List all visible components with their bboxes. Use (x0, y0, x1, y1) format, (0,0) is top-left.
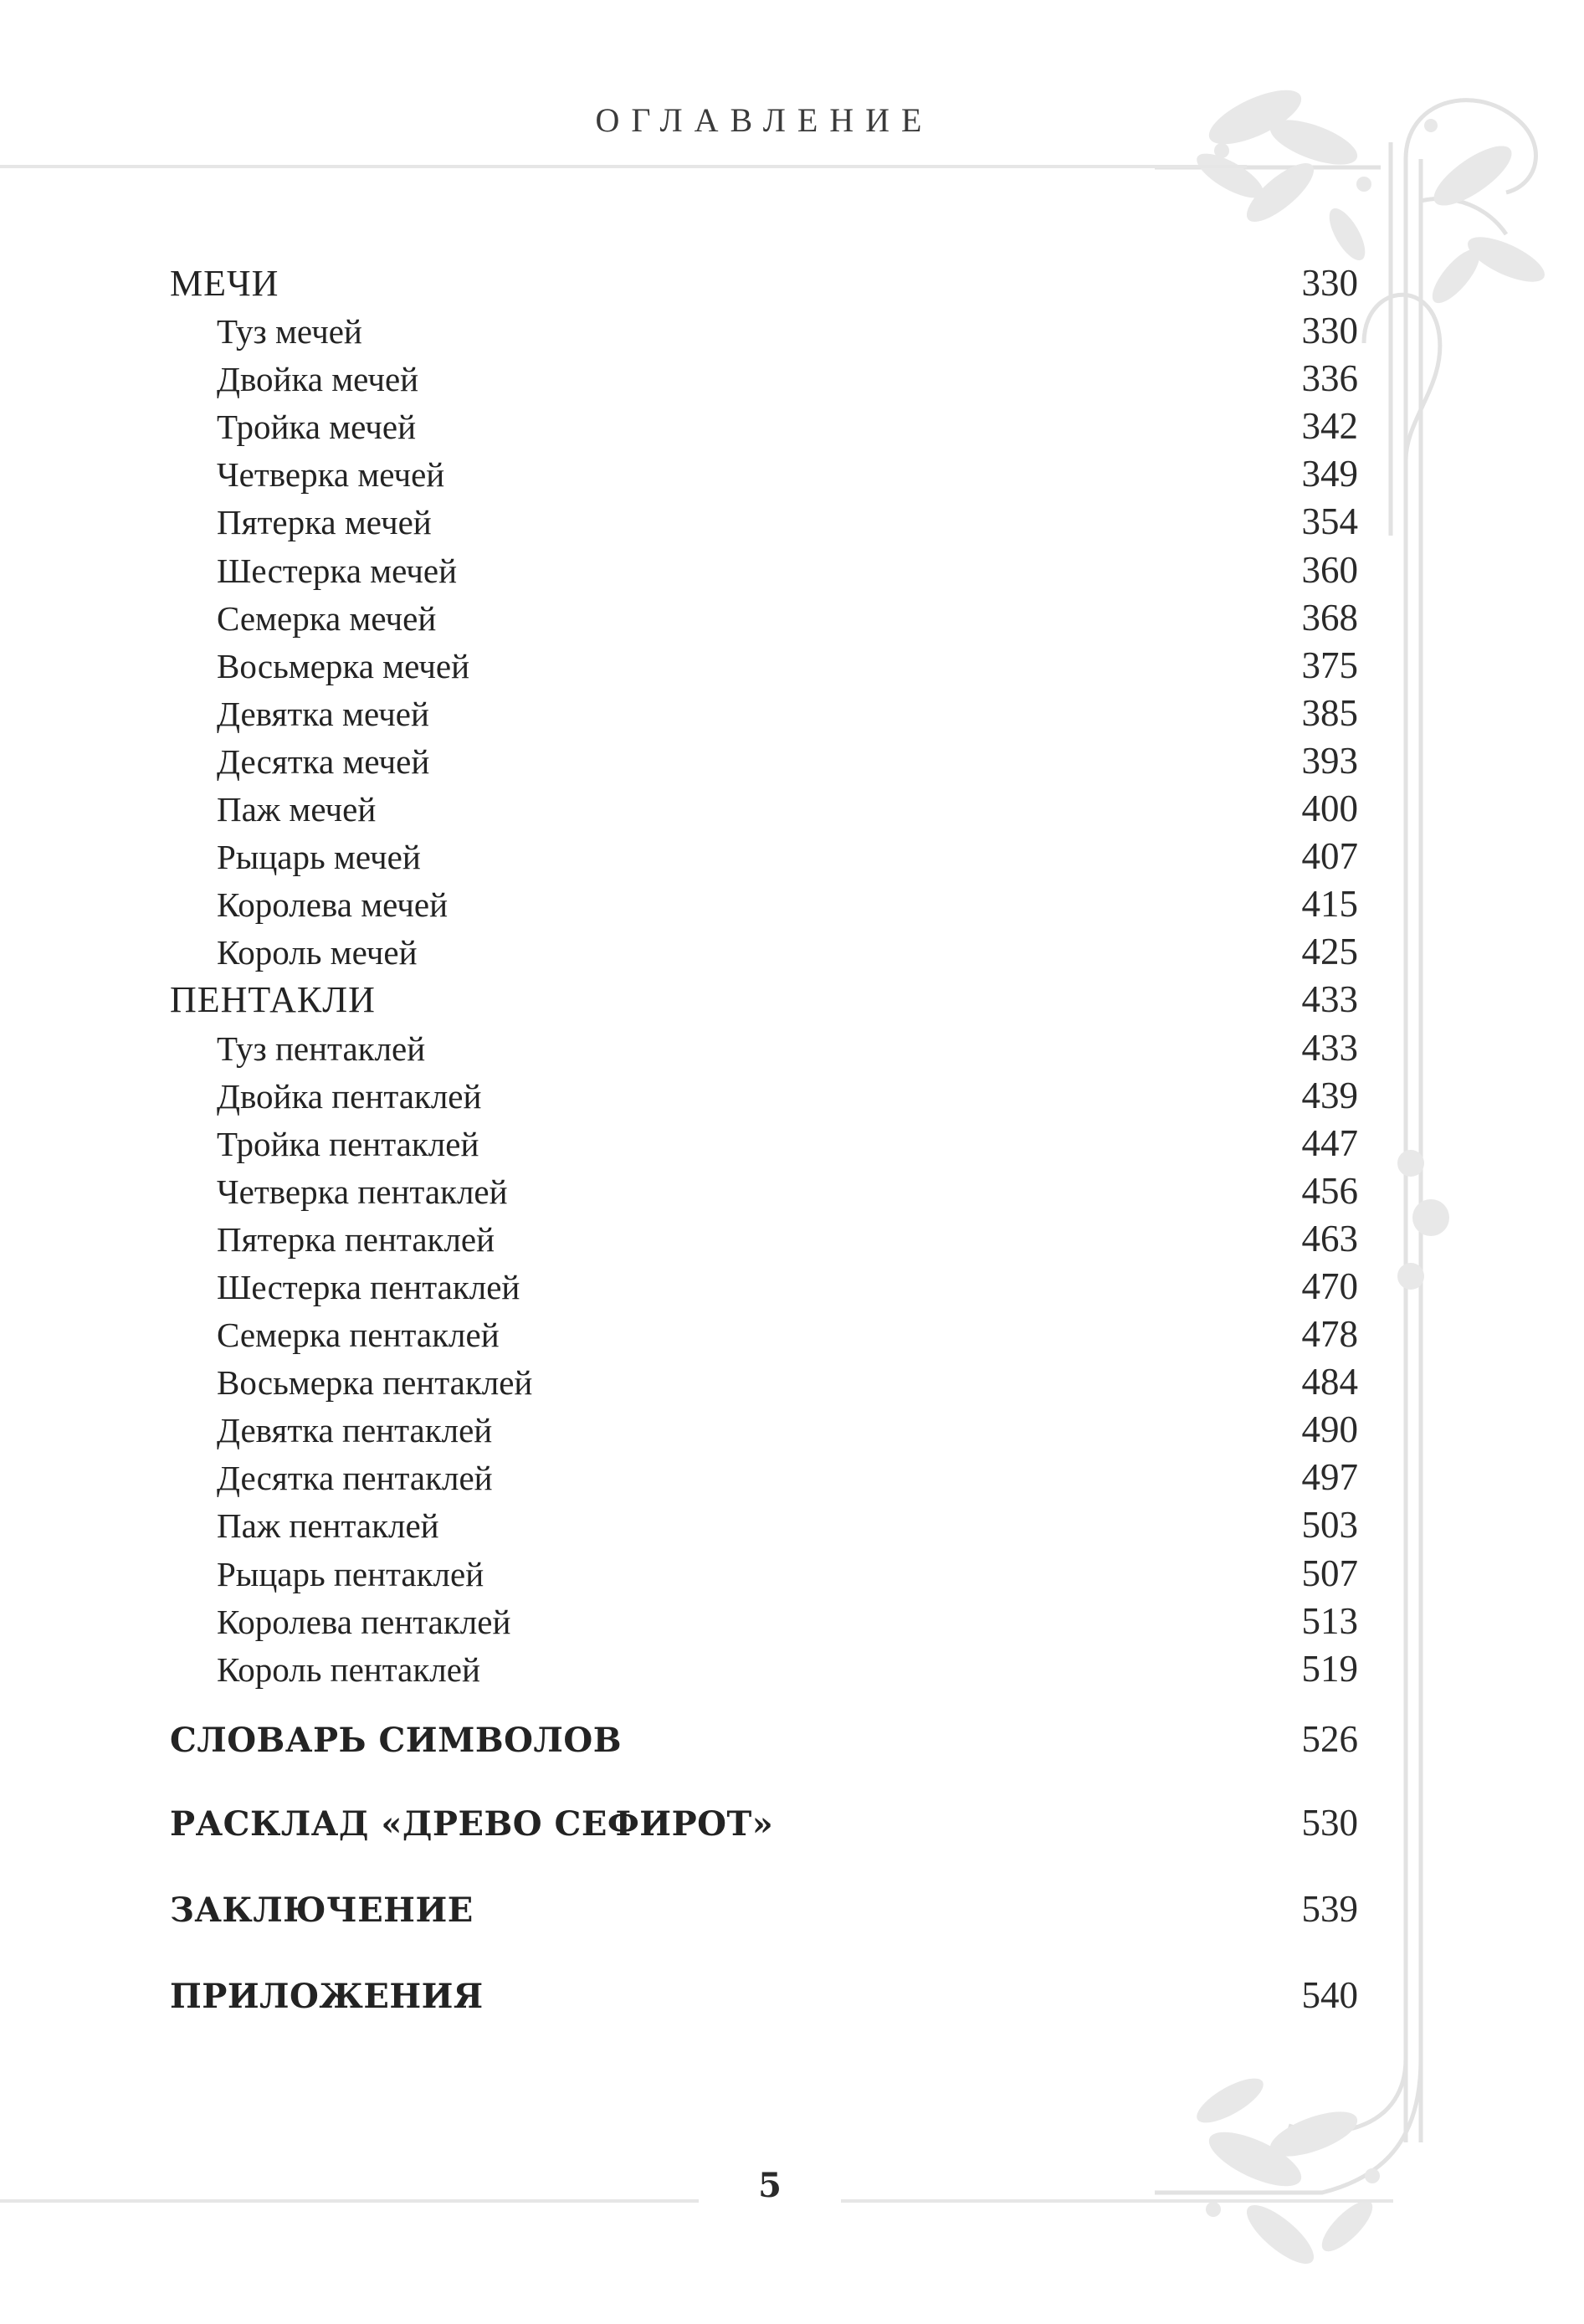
toc-page-number: 507 (1301, 1552, 1358, 1594)
toc-section-pentacles[interactable] (170, 976, 1358, 1023)
toc-page-number: 463 (1301, 1217, 1358, 1259)
toc-entry-label: Паж мечей (217, 790, 377, 829)
toc-entry[interactable] (170, 1406, 1358, 1454)
toc-entry-label: Восьмерка пентаклей (217, 1363, 533, 1403)
toc-page-number: 354 (1301, 500, 1358, 543)
toc-page-number: 447 (1301, 1121, 1358, 1164)
toc-entry[interactable] (170, 1598, 1358, 1645)
toc-entry-label: Шестерка мечей (217, 551, 458, 590)
toc-entry-label: Четверка пентаклей (217, 1172, 508, 1211)
toc-entry-label: Семерка мечей (217, 598, 437, 638)
toc-entry-label: Пятерка мечей (217, 503, 432, 542)
toc-entry[interactable] (170, 1072, 1358, 1120)
toc-entry-label: Восьмерка мечей (217, 646, 470, 685)
toc-entry[interactable] (170, 785, 1358, 833)
toc-entry[interactable] (170, 737, 1358, 785)
toc-entry[interactable] (170, 1024, 1358, 1072)
toc-entry-label: Тройка мечей (217, 408, 417, 447)
toc-page-number: 519 (1301, 1647, 1358, 1690)
toc-entry-label: Двойка мечей (217, 360, 419, 399)
toc-page-number: 407 (1301, 835, 1358, 878)
toc-page-number: 385 (1301, 691, 1358, 734)
toc-page-number: 330 (1301, 262, 1358, 304)
toc-page-number: 393 (1301, 739, 1358, 782)
toc-page-number: 530 (1301, 1801, 1358, 1844)
toc-entry[interactable] (170, 1358, 1358, 1406)
toc-entry-label: Семерка пентаклей (217, 1316, 500, 1355)
toc-entry-label: Тройка пентаклей (217, 1124, 479, 1163)
toc-page-number: 400 (1301, 787, 1358, 830)
toc-entry-label: Шестерка пентаклей (217, 1267, 520, 1306)
toc-page-number: 342 (1301, 405, 1358, 448)
toc-entry[interactable] (170, 833, 1358, 880)
toc-chapter-title: РАСКЛАД «ДРЕВО СЕФИРОТ» (170, 1803, 774, 1844)
toc-page-number: 540 (1301, 1973, 1358, 2016)
toc-page-number: 375 (1301, 644, 1358, 686)
toc-chapter-title: ЗАКЛЮЧЕНИЕ (170, 1890, 474, 1930)
toc-entry[interactable] (170, 642, 1358, 690)
toc-entry-label: Двойка пентаклей (217, 1076, 482, 1116)
toc-entry[interactable] (170, 403, 1358, 450)
toc-chapter-symbol-dictionary[interactable] (170, 1696, 1358, 1780)
header-rule (0, 165, 1247, 168)
toc-page-number: 349 (1301, 453, 1358, 495)
toc-page-number: 415 (1301, 883, 1358, 926)
table-of-contents (170, 259, 1358, 2039)
toc-page-number: 497 (1301, 1456, 1358, 1499)
toc-page-number: 539 (1301, 1887, 1358, 1930)
toc-entry[interactable] (170, 1263, 1358, 1311)
toc-entry-label: Десятка мечей (217, 741, 430, 781)
toc-entry[interactable] (170, 450, 1358, 498)
toc-entry[interactable] (170, 690, 1358, 737)
toc-swords-entries (170, 307, 1358, 976)
toc-page-number: 336 (1301, 357, 1358, 400)
toc-entry[interactable] (170, 1501, 1358, 1549)
toc-page-number: 330 (1301, 310, 1358, 352)
toc-page-number: 503 (1301, 1504, 1358, 1547)
toc-page-number: 484 (1301, 1361, 1358, 1403)
toc-chapter-sephiroth-spread[interactable] (170, 1780, 1358, 1866)
footer-rule-left (0, 2199, 699, 2203)
toc-entry-label: Король мечей (217, 933, 418, 972)
toc-page-number: 478 (1301, 1313, 1358, 1356)
toc-entry[interactable] (170, 594, 1358, 642)
toc-entry[interactable] (170, 355, 1358, 403)
toc-page-number: 526 (1301, 1717, 1358, 1760)
toc-entry[interactable] (170, 1550, 1358, 1598)
toc-entry-label: Девятка мечей (217, 694, 429, 733)
toc-chapter-appendices[interactable] (170, 1952, 1358, 2039)
toc-chapter-conclusion[interactable] (170, 1866, 1358, 1952)
toc-page-number: 360 (1301, 548, 1358, 591)
toc-page-number: 490 (1301, 1408, 1358, 1451)
toc-page-number: 470 (1301, 1265, 1358, 1307)
toc-entry-label: Королева пентаклей (217, 1602, 511, 1641)
toc-entry-label: Рыцарь мечей (217, 838, 421, 877)
toc-entry-label: Девятка пентаклей (217, 1411, 493, 1450)
toc-entry-label: Туз мечей (217, 312, 362, 351)
toc-entry[interactable] (170, 1311, 1358, 1358)
toc-entry[interactable] (170, 880, 1358, 928)
toc-entry-label: Королева мечей (217, 885, 449, 925)
toc-entry-label: Рыцарь пентаклей (217, 1554, 484, 1593)
toc-page-number: 433 (1301, 978, 1358, 1021)
toc-entry[interactable] (170, 1645, 1358, 1693)
toc-entry[interactable] (170, 928, 1358, 976)
footer-rule-right (841, 2199, 1393, 2203)
toc-entry-label: Пятерка пентаклей (217, 1219, 495, 1259)
toc-entry[interactable] (170, 1454, 1358, 1501)
toc-chapter-title: ПРИЛОЖЕНИЯ (170, 1976, 484, 2016)
toc-entry-label: Туз пентаклей (217, 1029, 426, 1068)
toc-page-number: 368 (1301, 596, 1358, 639)
toc-entry[interactable] (170, 1167, 1358, 1215)
toc-pentacles-entries (170, 1024, 1358, 1693)
toc-entry[interactable] (170, 498, 1358, 546)
toc-entry[interactable] (170, 1120, 1358, 1167)
toc-page-number: 433 (1301, 1026, 1358, 1069)
toc-entry[interactable] (170, 1215, 1358, 1263)
toc-chapter-title: СЛОВАРЬ СИМВОЛОВ (170, 1720, 623, 1760)
footer-page-number: 5 (758, 2166, 782, 2205)
page-header-title: ОГЛАВЛЕНИЕ (595, 101, 934, 139)
toc-entry[interactable] (170, 307, 1358, 355)
toc-page-number: 439 (1301, 1074, 1358, 1116)
toc-page-number: 513 (1301, 1599, 1358, 1642)
toc-entry-label: Четверка мечей (217, 455, 445, 495)
toc-section-title: ПЕНТАКЛИ (170, 979, 376, 1021)
toc-entry[interactable] (170, 546, 1358, 594)
toc-page-number: 456 (1301, 1169, 1358, 1212)
toc-section-title: МЕЧИ (170, 263, 279, 304)
toc-entry-label: Король пентаклей (217, 1649, 480, 1689)
toc-entry-label: Паж пентаклей (217, 1506, 439, 1546)
toc-section-swords[interactable] (170, 259, 1358, 307)
toc-entry-label: Десятка пентаклей (217, 1459, 493, 1498)
toc-page-number: 425 (1301, 931, 1358, 973)
